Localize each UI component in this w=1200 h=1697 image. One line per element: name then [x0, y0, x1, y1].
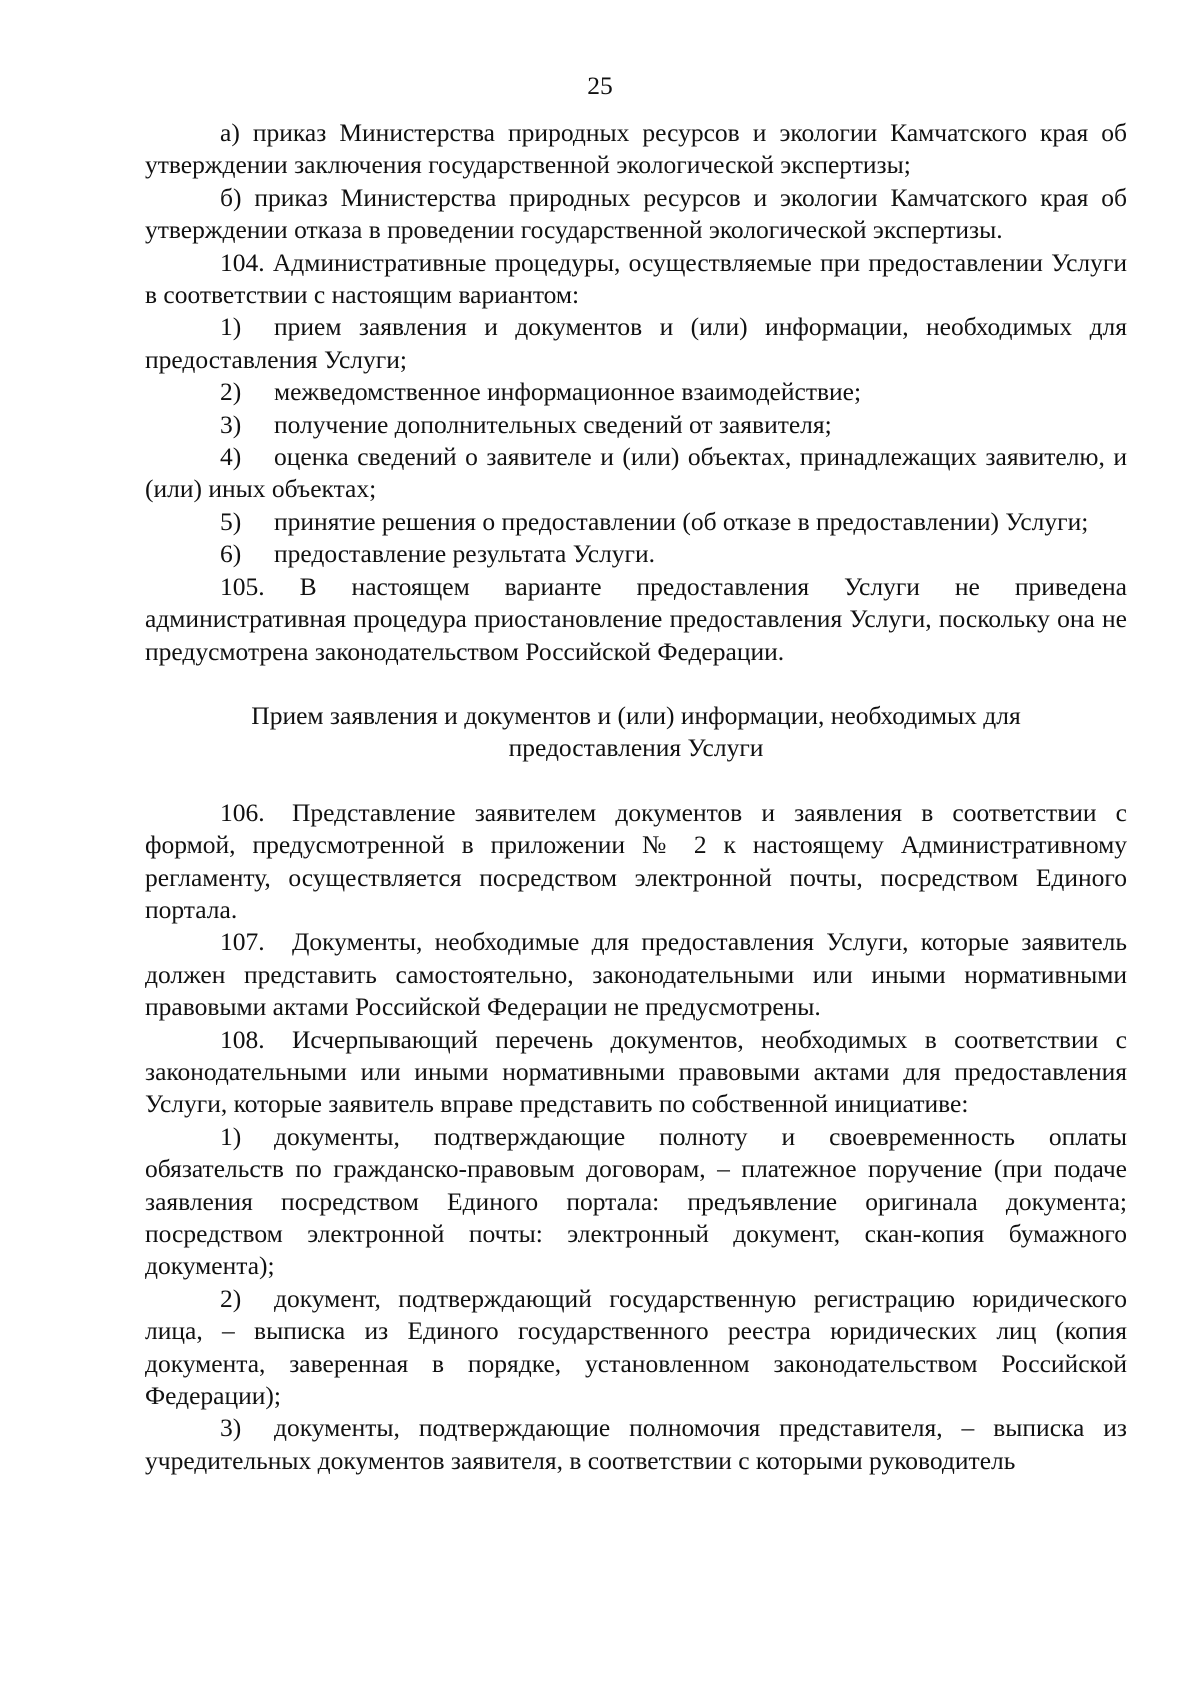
- procedure-number: 1): [220, 312, 242, 342]
- document-list-item: [145, 1283, 1127, 1413]
- section-heading-line-1: Прием заявления и документов и (или) информации, необходимых для: [251, 700, 1021, 730]
- procedure-item: [145, 441, 1127, 506]
- document-list-number: 3): [220, 1413, 242, 1443]
- document-list-text: документы, подтверждающие полноту и своевременность оплаты обязательств по гражданско-правовым договорам, – платежное поручение (при подаче заявления посредством Единого портала: предъявление оригинала документа; посредством электронной почты: электронный документ, скан-копия бумажного документа);: [145, 1121, 1127, 1281]
- document-list-number: 2): [220, 1283, 242, 1313]
- paragraph-number: 106.: [220, 797, 265, 827]
- section-heading: [145, 700, 1127, 765]
- paragraph-106: [145, 797, 1127, 927]
- paragraph-105: 105. В настоящем варианте предоставления Услуги не приведена административная процедура приостановление предоставления Услуги, поскольку она не предусмотрена законодательством Российской Федерации.: [145, 571, 1127, 666]
- document-list-text: документ, подтверждающий государственную регистрацию юридического лица, – выписка из Единого государственного реестра юридических лиц (копия документа, заверенная в порядке, установленном законодательством Российской Федерации);: [145, 1283, 1127, 1411]
- document-list-item: [145, 1121, 1127, 1283]
- paragraph-text: Документы, необходимые для предоставления Услуги, которые заявитель должен представить самостоятельно, законодательными или иными нормативными правовыми актами Российской Федерации не предусмотрены.: [145, 927, 1127, 1022]
- paragraph-a: а) приказ Министерства природных ресурсов и экологии Камчатского края об утверждении заключения государственной экологической экспертизы;: [145, 118, 1127, 180]
- section-heading-line-2: предоставления Услуги: [508, 733, 764, 763]
- procedure-item: [145, 538, 1127, 570]
- paragraph-104: 104. Административные процедуры, осуществляемые при предоставлении Услуги в соответствии с настоящим вариантом:: [145, 247, 1127, 310]
- procedure-text: межведомственное информационное взаимодействие;: [274, 377, 862, 407]
- procedure-number: 6): [220, 539, 242, 569]
- document-list-number: 1): [220, 1121, 242, 1151]
- paragraph-text: Исчерпывающий перечень документов, необходимых в соответствии с законодательными или иными нормативными правовыми актами для предоставления Услуги, которые заявитель вправе представить по собственной инициативе:: [145, 1024, 1127, 1119]
- procedure-number: 3): [220, 409, 242, 439]
- page-number: 25: [587, 71, 613, 100]
- document-list-text: документы, подтверждающие полномочия представителя, – выписка из учредительных документов заявителя, в соответствии с которыми руководитель: [145, 1413, 1127, 1475]
- paragraph-b: б) приказ Министерства природных ресурсов и экологии Камчатского края об утверждении отказа в проведении государственной экологической экспертизы.: [145, 182, 1127, 245]
- procedure-item: [145, 506, 1127, 538]
- paragraph-number: 108.: [220, 1024, 265, 1054]
- procedure-item: [145, 311, 1127, 376]
- procedure-number: 5): [220, 506, 242, 536]
- paragraph-107: [145, 926, 1127, 1023]
- procedure-text: оценка сведений о заявителе и (или) объектах, принадлежащих заявителю, и (или) иных объектах;: [145, 442, 1127, 504]
- paragraph-number: 107.: [220, 927, 265, 957]
- procedure-item: [145, 409, 1127, 441]
- procedure-item: [145, 376, 1127, 408]
- paragraph-text: Представление заявителем документов и заявления в соответствии с формой, предусмотренной в приложении № 2 к настоящему Административному регламенту, осуществляется посредством электронной почты, посредством Единого портала.: [145, 797, 1127, 924]
- procedure-number: 4): [220, 442, 242, 472]
- procedure-text: получение дополнительных сведений от заявителя;: [274, 409, 832, 439]
- paragraph-108: [145, 1024, 1127, 1121]
- procedure-text: прием заявления и документов и (или) информации, необходимых для предоставления Услуги;: [145, 312, 1127, 374]
- procedure-text: предоставление результата Услуги.: [274, 539, 656, 569]
- document-body: [145, 117, 1127, 1477]
- procedure-text: принятие решения о предоставлении (об отказе в предоставлении) Услуги;: [274, 506, 1089, 536]
- procedure-number: 2): [220, 377, 242, 407]
- document-list-item: [145, 1412, 1127, 1477]
